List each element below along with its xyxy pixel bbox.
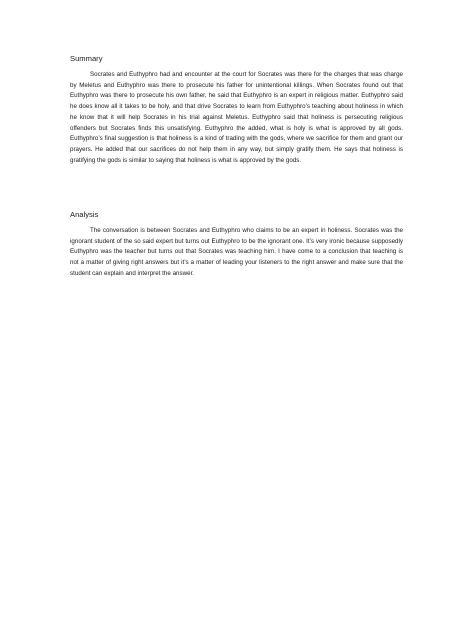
summary-paragraph: Socrates and Euthyphro had and encounter at the court for Socrates was there for the charges that was charge by Meletus and Euthyphro was there to prosecute his father for unintentional killings. When Socrates found out that Euthyphro was there to prosecute his own father, he said that Euthyphro is an expert in religious matter. Euthyphro said he does know all it takes to be holy, and that drive Socrates to learn from Euthyphro’s teaching about holiness in which he know that it will help Socrates in his trial against Meletus. Euthyphro said that holiness is persecuting religious offenders but Socrates finds this unsatisfying. Euthyphro the added, what is holy is what is approved by all gods. Euthyphro’s final suggestion is that holiness is a kind of trading with the gods, where we sacrifice for them and grant our prayers. He added that our sacrifices do not help them in any way, but simply gratify them. He says that holiness is gratifying the gods is similar to saying that holiness is what is approved by the gods. (70, 71, 403, 164)
summary-section (70, 54, 403, 166)
analysis-section (70, 210, 403, 280)
analysis-paragraph: The conversation is between Socrates and Euthyphro who claims to be an expert in holiness. Socrates was the ignorant student of the so said expert but turns out Euthyphro to be the ignorant one. It’s very ironic because supposedly Euthyphro was the teacher but turns out that Socrates was teaching him. I have come to a conclusion that teaching is not a matter of giving right answers but it’s a matter of leading your listeners to the right answer and make sure that the student can explain and interpret the answer. (70, 227, 403, 277)
analysis-heading: Analysis (70, 210, 99, 219)
summary-heading: Summary (70, 54, 103, 63)
